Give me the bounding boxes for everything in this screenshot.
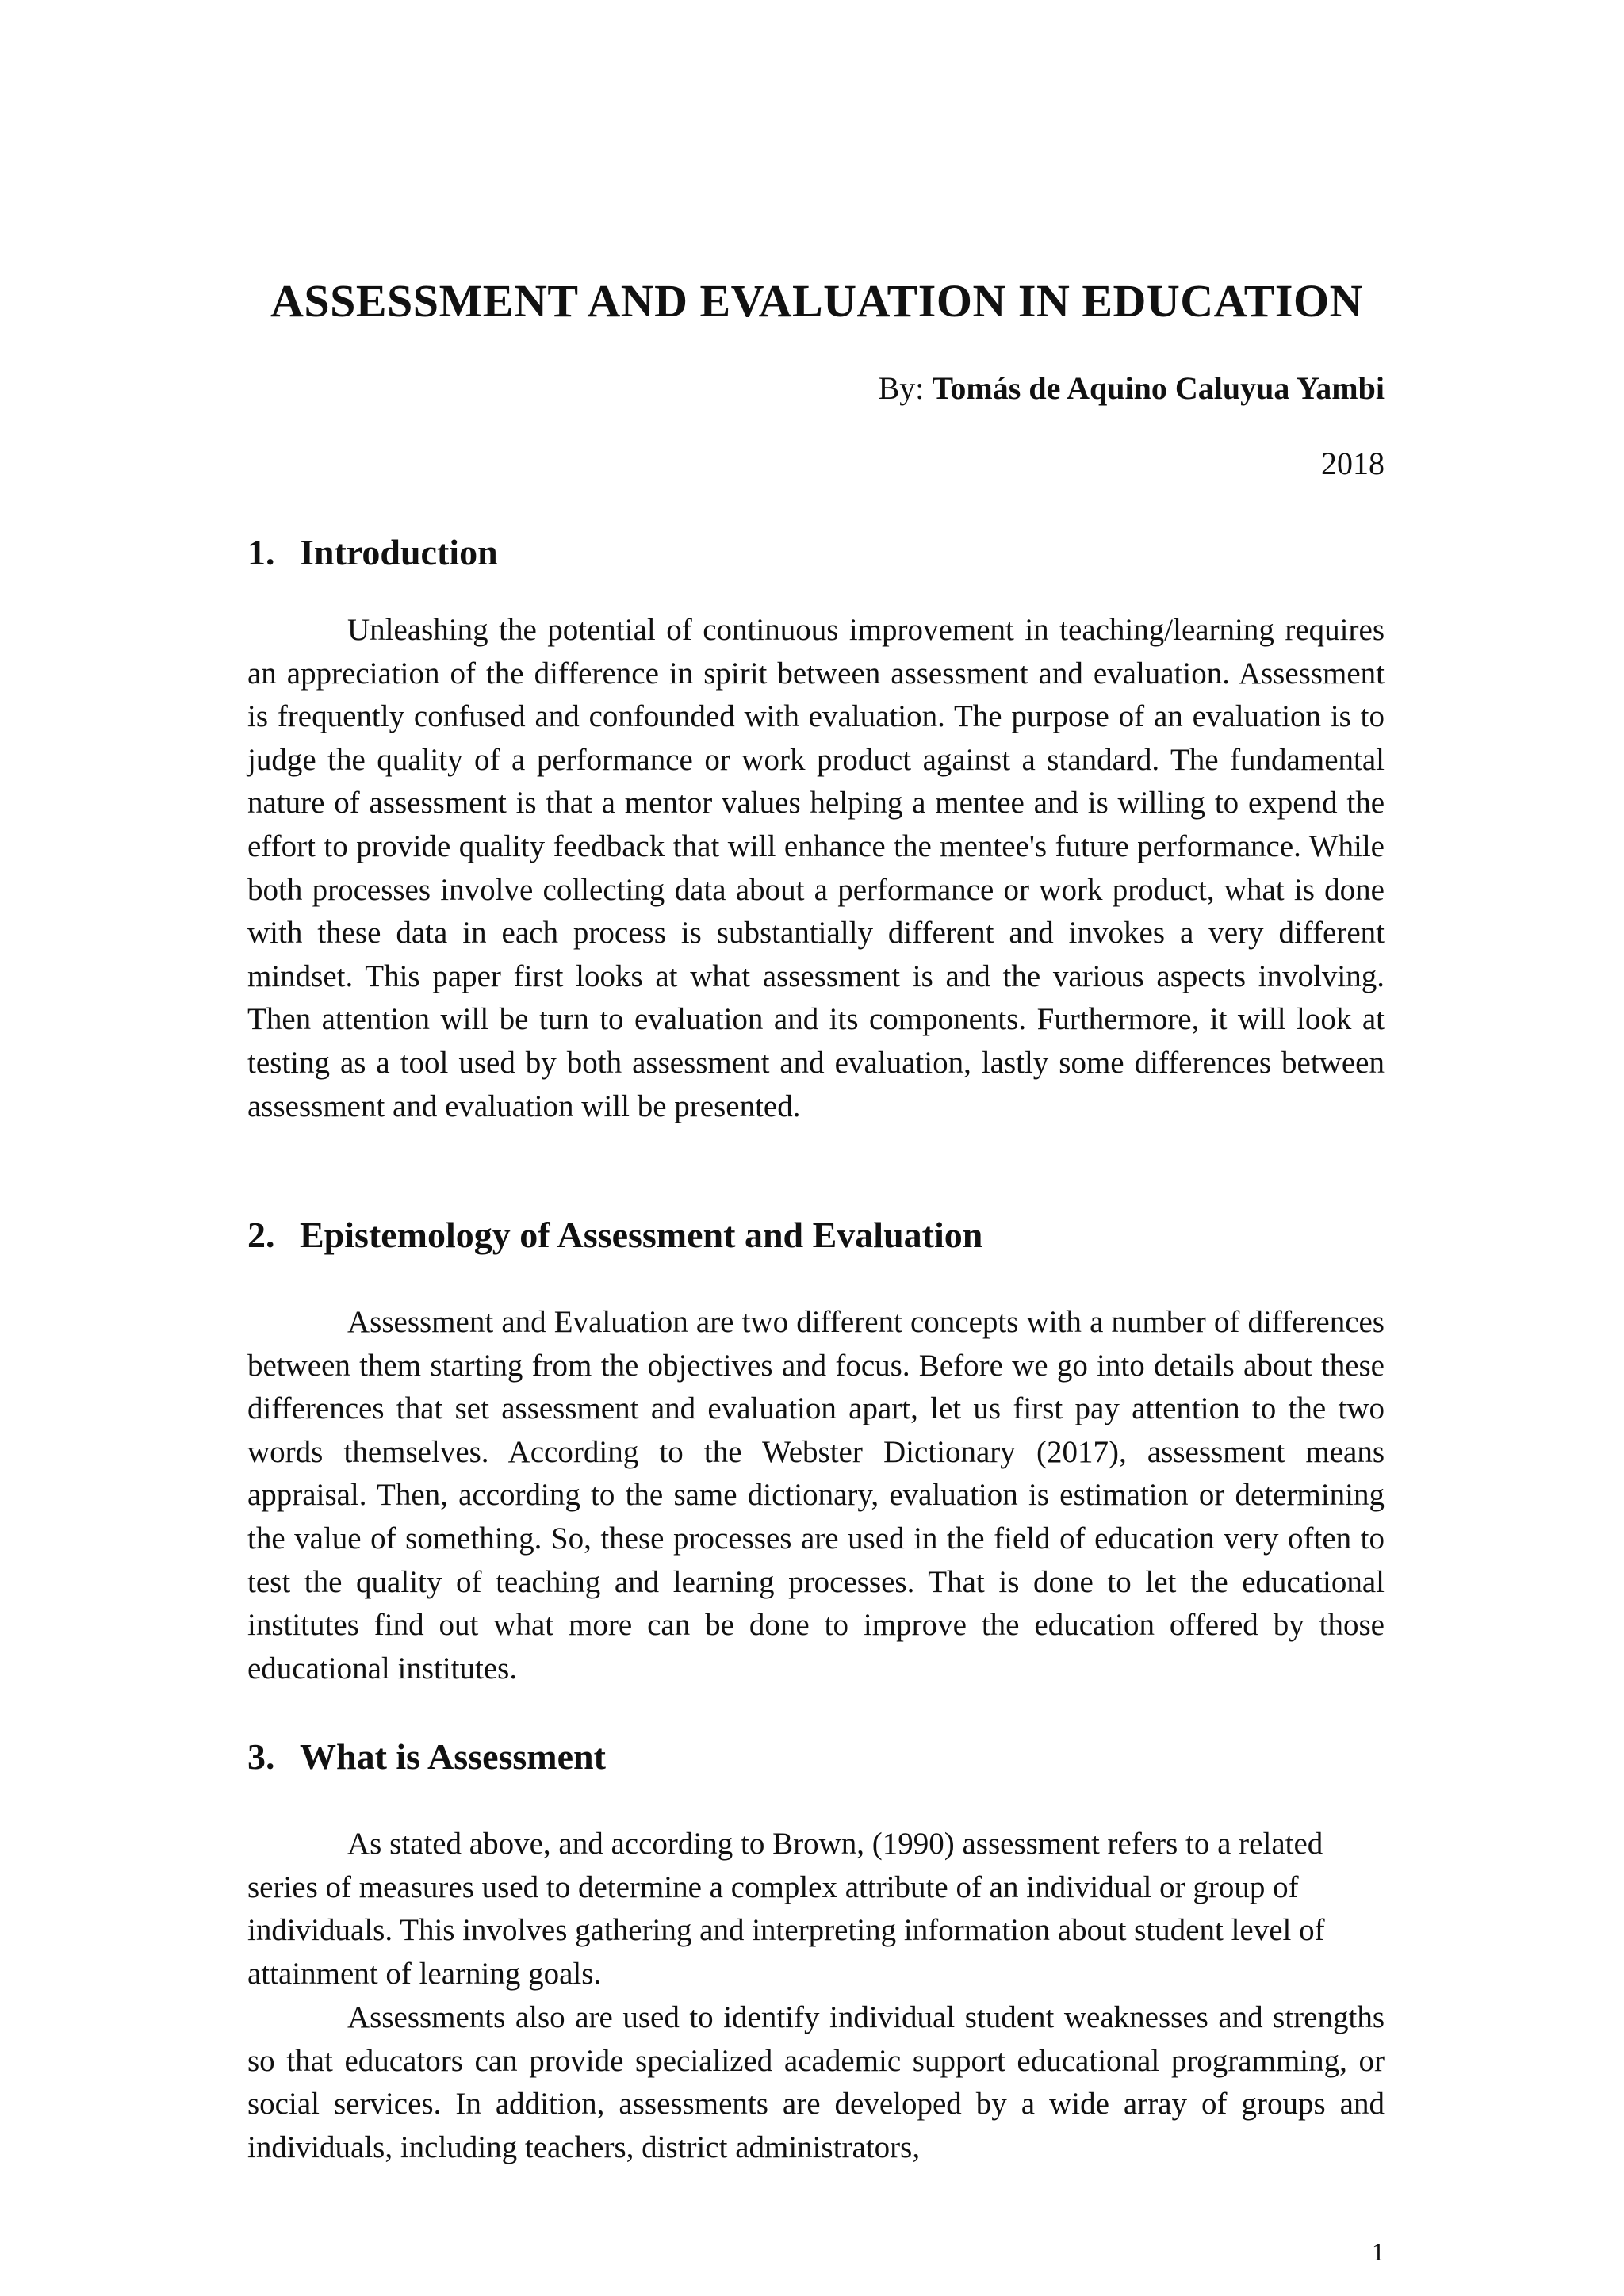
epistemology-paragraph: Assessment and Evaluation are two different concepts with a number of differences between them starting from the objectives and focus. Before we go into details about these differences that set assessment and evaluation apart, let us first pay attention to the two words themselves. According to the Webster Dictionary (2017), assessment means appraisal. Then, according to the same dictionary, evaluation is estimation or determining the value of something. So, these processes are used in the field of education very often to test the quality of teaching and learning processes. That is done to let the educational institutes find out what more can be done to improve the education offered by those educational institutes.	[247, 1305, 1385, 1686]
section-title: What is Assessment	[300, 1736, 606, 1777]
author-name: Tomás de Aquino Caluyua Yambi	[932, 370, 1385, 406]
section-title: Introduction	[300, 532, 498, 572]
section-number: 2.	[247, 1215, 275, 1255]
section-heading-introduction	[247, 529, 498, 576]
section-title: Epistemology of Assessment and Evaluation	[300, 1215, 983, 1255]
section-number: 1.	[247, 532, 275, 572]
section-heading-epistemology	[247, 1211, 982, 1259]
document-title: ASSESSMENT AND EVALUATION IN EDUCATION	[270, 275, 1364, 327]
introduction-paragraph: Unleashing the potential of continuous improvement in teaching/learning requires an appreciation of the difference in spirit between assessment and evaluation. Assessment is frequently confused and confounded with evaluation. The purpose of an evaluation is to judge the quality of a performance or work product against a standard. The fundamental nature of assessment is that a mentor values helping a mentee and is willing to expend the effort to provide quality feedback that will enhance the mentee's future performance. While both processes involve collecting data about a performance or work product, what is done with these data in each process is substantially different and invokes a very different mindset. This paper first looks at what assessment is and the various aspects involving. Then attention will be turn to evaluation and its components. Furthermore, it will look at testing as a tool used by both assessment and evaluation, lastly some differences between assessment and evaluation will be presented.	[247, 613, 1385, 1123]
section-number: 3.	[247, 1736, 275, 1777]
publication-year: 2018	[1321, 446, 1385, 481]
assessment-paragraph-1: As stated above, and according to Brown, (1990) assessment refers to a related series of measures used to determine a complex attribute of an individual or group of individuals. This involves gathering and interpreting information about student level of attainment of learning goals.	[247, 1827, 1325, 1991]
section-heading-what-is-assessment	[247, 1733, 606, 1781]
byline-prefix: By:	[878, 370, 933, 406]
byline	[879, 366, 1385, 411]
assessment-paragraph-2: Assessments also are used to identify individual student weaknesses and strengths so that educators can provide specialized academic support educational programming, or social services. In addition, assessments are developed by a wide array of groups and individuals, including teachers, district administrators,	[247, 2000, 1385, 2164]
page-number: 1	[1372, 2237, 1385, 2266]
